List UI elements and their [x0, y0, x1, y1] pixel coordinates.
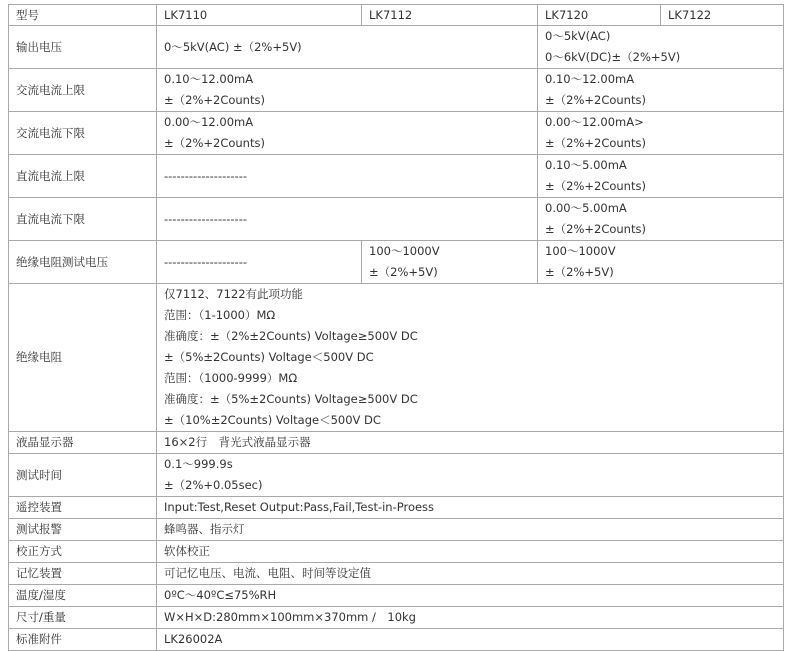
row-label-temp-humidity: 温度/湿度: [9, 585, 157, 607]
ac-lower-value-a: 0.00～12.00mA ±（2%+2Counts): [157, 112, 538, 155]
table-row: [9, 69, 784, 112]
table-row: [9, 432, 784, 454]
table-row: [9, 155, 784, 198]
row-label-memory: 记忆装置: [9, 563, 157, 585]
row-label-calibration: 校正方式: [9, 541, 157, 563]
insulation-value: 仅7112、7122有此项功能 范围：（1-1000）MΩ 准确度：±（2%±2Counts) Voltage≥500V DC ±（5%±2Counts) Voltage＜500V DC 范围：（1000-9999）MΩ 准确度：±（5%±2Counts) Voltage≥500V DC ±（10%±2Counts) Voltage＜500V DC: [157, 284, 784, 432]
table-row: [9, 454, 784, 497]
test-time-value: 0.1～999.9s ±（2%+0.05sec): [157, 454, 784, 497]
output-voltage-value-a: 0～5kV(AC) ±（2%+5V): [157, 26, 538, 69]
temp-humidity-value: 0ºC～40ºC≤75%RH: [157, 585, 784, 607]
model-lk7120: LK7120: [538, 5, 661, 26]
dc-upper-value-a: --------------------: [157, 155, 538, 198]
row-label-size-weight: 尺寸/重量: [9, 607, 157, 629]
ac-lower-value-b: 0.00～12.00mA> ±（2%+2Counts): [538, 112, 784, 155]
accessory-value: LK26002A: [157, 629, 784, 651]
calibration-value: 软体校正: [157, 541, 784, 563]
model-lk7112: LK7112: [362, 5, 538, 26]
table-row: [9, 284, 784, 432]
ir-voltage-value-b: 100～1000V ±（2%+5V): [362, 241, 538, 284]
row-label-remote: 遥控装置: [9, 497, 157, 519]
table-row: [9, 241, 784, 284]
row-label-ac-upper: 交流电流上限: [9, 69, 157, 112]
row-label-dc-lower: 直流电流下限: [9, 198, 157, 241]
spec-table: [8, 4, 784, 651]
dc-lower-value-a: --------------------: [157, 198, 538, 241]
row-label-output-voltage: 输出电压: [9, 26, 157, 69]
table-row: [9, 497, 784, 519]
table-row: [9, 541, 784, 563]
dc-lower-value-b: 0.00～5.00mA ±（2%+2Counts): [538, 198, 784, 241]
remote-value: Input:Test,Reset Output:Pass,Fail,Test-in-Proess: [157, 497, 784, 519]
ac-upper-value-a: 0.10～12.00mA ±（2%+2Counts): [157, 69, 538, 112]
model-lk7122: LK7122: [661, 5, 784, 26]
size-weight-value: W×H×D:280mm×100mm×370mm / 10kg: [157, 607, 784, 629]
row-label-ir-voltage: 绝缘电阻测试电压: [9, 241, 157, 284]
table-row: [9, 607, 784, 629]
ir-voltage-value-a: --------------------: [157, 241, 362, 284]
lcd-value: 16×2行 背光式液晶显示器: [157, 432, 784, 454]
table-row: [9, 629, 784, 651]
table-row: [9, 519, 784, 541]
ir-voltage-value-c: 100～1000V ±（2%+5V): [538, 241, 784, 284]
model-lk7110: LK7110: [157, 5, 362, 26]
header-row: [9, 5, 784, 26]
table-row: [9, 585, 784, 607]
row-label-accessory: 标准附件: [9, 629, 157, 651]
row-label-lcd: 液晶显示器: [9, 432, 157, 454]
row-label-test-time: 测试时间: [9, 454, 157, 497]
table-row: [9, 563, 784, 585]
dc-upper-value-b: 0.10～5.00mA ±（2%+2Counts): [538, 155, 784, 198]
row-label-dc-upper: 直流电流上限: [9, 155, 157, 198]
table-row: [9, 198, 784, 241]
alarm-value: 蜂鸣器、指示灯: [157, 519, 784, 541]
row-label-insulation: 绝缘电阻: [9, 284, 157, 432]
table-row: [9, 26, 784, 69]
table-row: [9, 112, 784, 155]
row-label-ac-lower: 交流电流下限: [9, 112, 157, 155]
output-voltage-value-b: 0～5kV(AC) 0～6kV(DC)±（2%+5V): [538, 26, 784, 69]
ac-upper-value-b: 0.10～12.00mA ±（2%+2Counts): [538, 69, 784, 112]
row-label-alarm: 测试报警: [9, 519, 157, 541]
model-label: 型号: [9, 5, 157, 26]
memory-value: 可记忆电压、电流、电阻、时间等设定值: [157, 563, 784, 585]
